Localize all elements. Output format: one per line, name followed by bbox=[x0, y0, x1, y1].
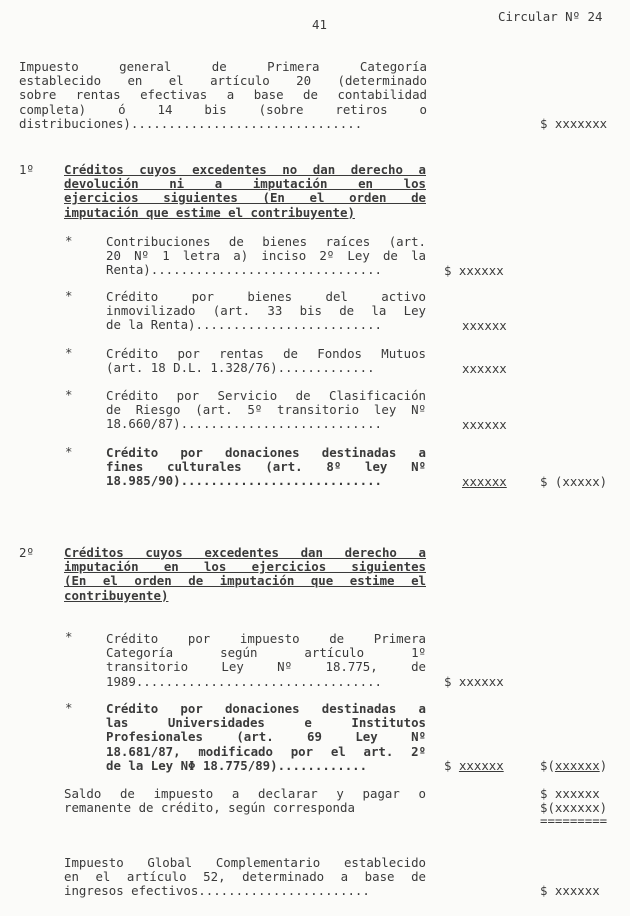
bullet-icon: * bbox=[65, 700, 73, 715]
intro-amount: $ xxxxxxx bbox=[540, 116, 608, 131]
item-line: Crédito por impuesto de Primera bbox=[106, 632, 426, 646]
global-amount: $ xxxxxx bbox=[540, 883, 600, 898]
item-amount: xxxxxx bbox=[462, 318, 507, 333]
saldo-line: remanente de crédito, según corresponda bbox=[64, 801, 355, 816]
item-amount: xxxxxx bbox=[462, 361, 507, 376]
section1-item bbox=[106, 389, 426, 432]
item-line: Crédito por Servicio de Clasificación bbox=[106, 389, 426, 403]
intro-line: Impuesto general de Primera Categoría bbox=[19, 60, 427, 74]
section2-item bbox=[106, 632, 426, 689]
item-amount: xxxxxx bbox=[462, 474, 507, 489]
item-line: Profesionales (art. 69 Ley Nº bbox=[106, 730, 426, 745]
amount-value: xxxxxx bbox=[458, 758, 504, 773]
global-line: ingresos efectivos....................... bbox=[64, 884, 370, 899]
intro-line: distribuciones)............................... bbox=[19, 116, 363, 131]
item-line: las Universidades e Institutos bbox=[106, 716, 426, 731]
intro-line: completa) ó 14 bis (sobre retiros o bbox=[19, 102, 427, 117]
item-line: 18.660/87)........................... bbox=[106, 417, 383, 432]
item-line: (art. 18 D.L. 1.328/76)............. bbox=[106, 361, 375, 376]
bullet-icon: * bbox=[65, 233, 73, 248]
item-line: 1989................................. bbox=[106, 674, 383, 689]
item-line: 18.985/90)........................... bbox=[106, 474, 383, 489]
amount-prefix: $ bbox=[444, 758, 452, 773]
item-amount: $ xxxxxx bbox=[444, 263, 504, 278]
section1-item bbox=[106, 347, 426, 375]
section2-total bbox=[540, 759, 607, 773]
bullet-icon: * bbox=[65, 288, 73, 303]
item-amount bbox=[444, 759, 504, 773]
section2-heading bbox=[64, 546, 426, 603]
double-rule: ========= bbox=[540, 813, 608, 828]
item-line: de la Ley NΦ 18.775/89)............ bbox=[106, 758, 368, 773]
section1-heading bbox=[64, 163, 426, 220]
section2-heading-line: (En el orden de imputación que estime el bbox=[64, 574, 426, 589]
item-line: transitorio Ley Nº 18.775, de bbox=[106, 660, 426, 675]
item-line: de la Renta)......................... bbox=[106, 318, 383, 333]
item-line: fines culturales (art. 8º ley Nº bbox=[106, 460, 426, 475]
item-line: Contribuciones de bienes raíces (art. bbox=[106, 235, 426, 249]
bullet-icon: * bbox=[65, 629, 73, 644]
intro-line: establecido en el artículo 20 (determinado bbox=[19, 74, 427, 89]
total-prefix: $( bbox=[540, 758, 555, 773]
item-line: inmovilizado (art. 33 bis de la Ley bbox=[106, 304, 426, 319]
item-amount: xxxxxx bbox=[462, 417, 507, 432]
section1-item bbox=[106, 235, 426, 278]
saldo-line: Saldo de impuesto a declarar y pagar o bbox=[64, 787, 426, 801]
intro-line: sobre rentas efectivas a base de contabilidad bbox=[19, 88, 427, 103]
section1-heading-line: Créditos cuyos excedentes no dan derecho a bbox=[64, 163, 426, 177]
section1-total: $ (xxxxx) bbox=[540, 474, 608, 489]
item-line: 18.681/87, modificado por el art. 2º bbox=[106, 744, 426, 759]
bullet-icon: * bbox=[65, 387, 73, 402]
saldo-remanente: $(xxxxxx) bbox=[540, 800, 608, 815]
total-value: xxxxxx bbox=[554, 758, 600, 773]
circular-number: Circular Nº 24 bbox=[498, 9, 603, 24]
saldo-paragraph bbox=[64, 787, 426, 815]
section1-heading-line: imputación que estime el contribuyente) bbox=[64, 205, 355, 220]
item-line: Crédito por donaciones destinadas a bbox=[106, 446, 426, 460]
bullet-icon: * bbox=[65, 345, 73, 360]
section2-heading-line: imputación en los ejercicios siguientes bbox=[64, 560, 426, 575]
item-line: Categoría según artículo 1º bbox=[106, 646, 426, 661]
item-line: Crédito por rentas de Fondos Mutuos bbox=[106, 347, 426, 361]
global-paragraph bbox=[64, 856, 426, 899]
section2-heading-line: contribuyente) bbox=[64, 588, 169, 603]
item-amount: $ xxxxxx bbox=[444, 674, 504, 689]
section1-item bbox=[106, 446, 426, 489]
total-suffix: ) bbox=[599, 758, 608, 773]
item-line: de Riesgo (art. 5º transitorio ley Nº bbox=[106, 403, 426, 418]
item-line: 20 Nº 1 letra a) inciso 2º Ley de la bbox=[106, 249, 426, 264]
saldo-amount: $ xxxxxx bbox=[540, 786, 600, 801]
section1-heading-line: devolución ni a imputación en los bbox=[64, 177, 426, 192]
item-line: Crédito por bienes del activo bbox=[106, 290, 426, 304]
bullet-icon: * bbox=[65, 444, 73, 459]
section1-number: 1º bbox=[19, 162, 34, 177]
section1-item bbox=[106, 290, 426, 333]
section2-item bbox=[106, 702, 426, 773]
global-line: en el artículo 52, determinado a base de bbox=[64, 870, 426, 885]
item-line: Renta)............................... bbox=[106, 263, 383, 278]
intro-paragraph bbox=[19, 60, 427, 131]
page-number: 41 bbox=[312, 17, 327, 32]
section1-heading-line: ejercicios siguientes (En el orden de bbox=[64, 191, 426, 206]
section2-heading-line: Créditos cuyos excedentes dan derecho a bbox=[64, 546, 426, 560]
global-line: Impuesto Global Complementario establecido bbox=[64, 856, 426, 870]
section2-number: 2º bbox=[19, 545, 34, 560]
item-line: Crédito por donaciones destinadas a bbox=[106, 702, 426, 716]
